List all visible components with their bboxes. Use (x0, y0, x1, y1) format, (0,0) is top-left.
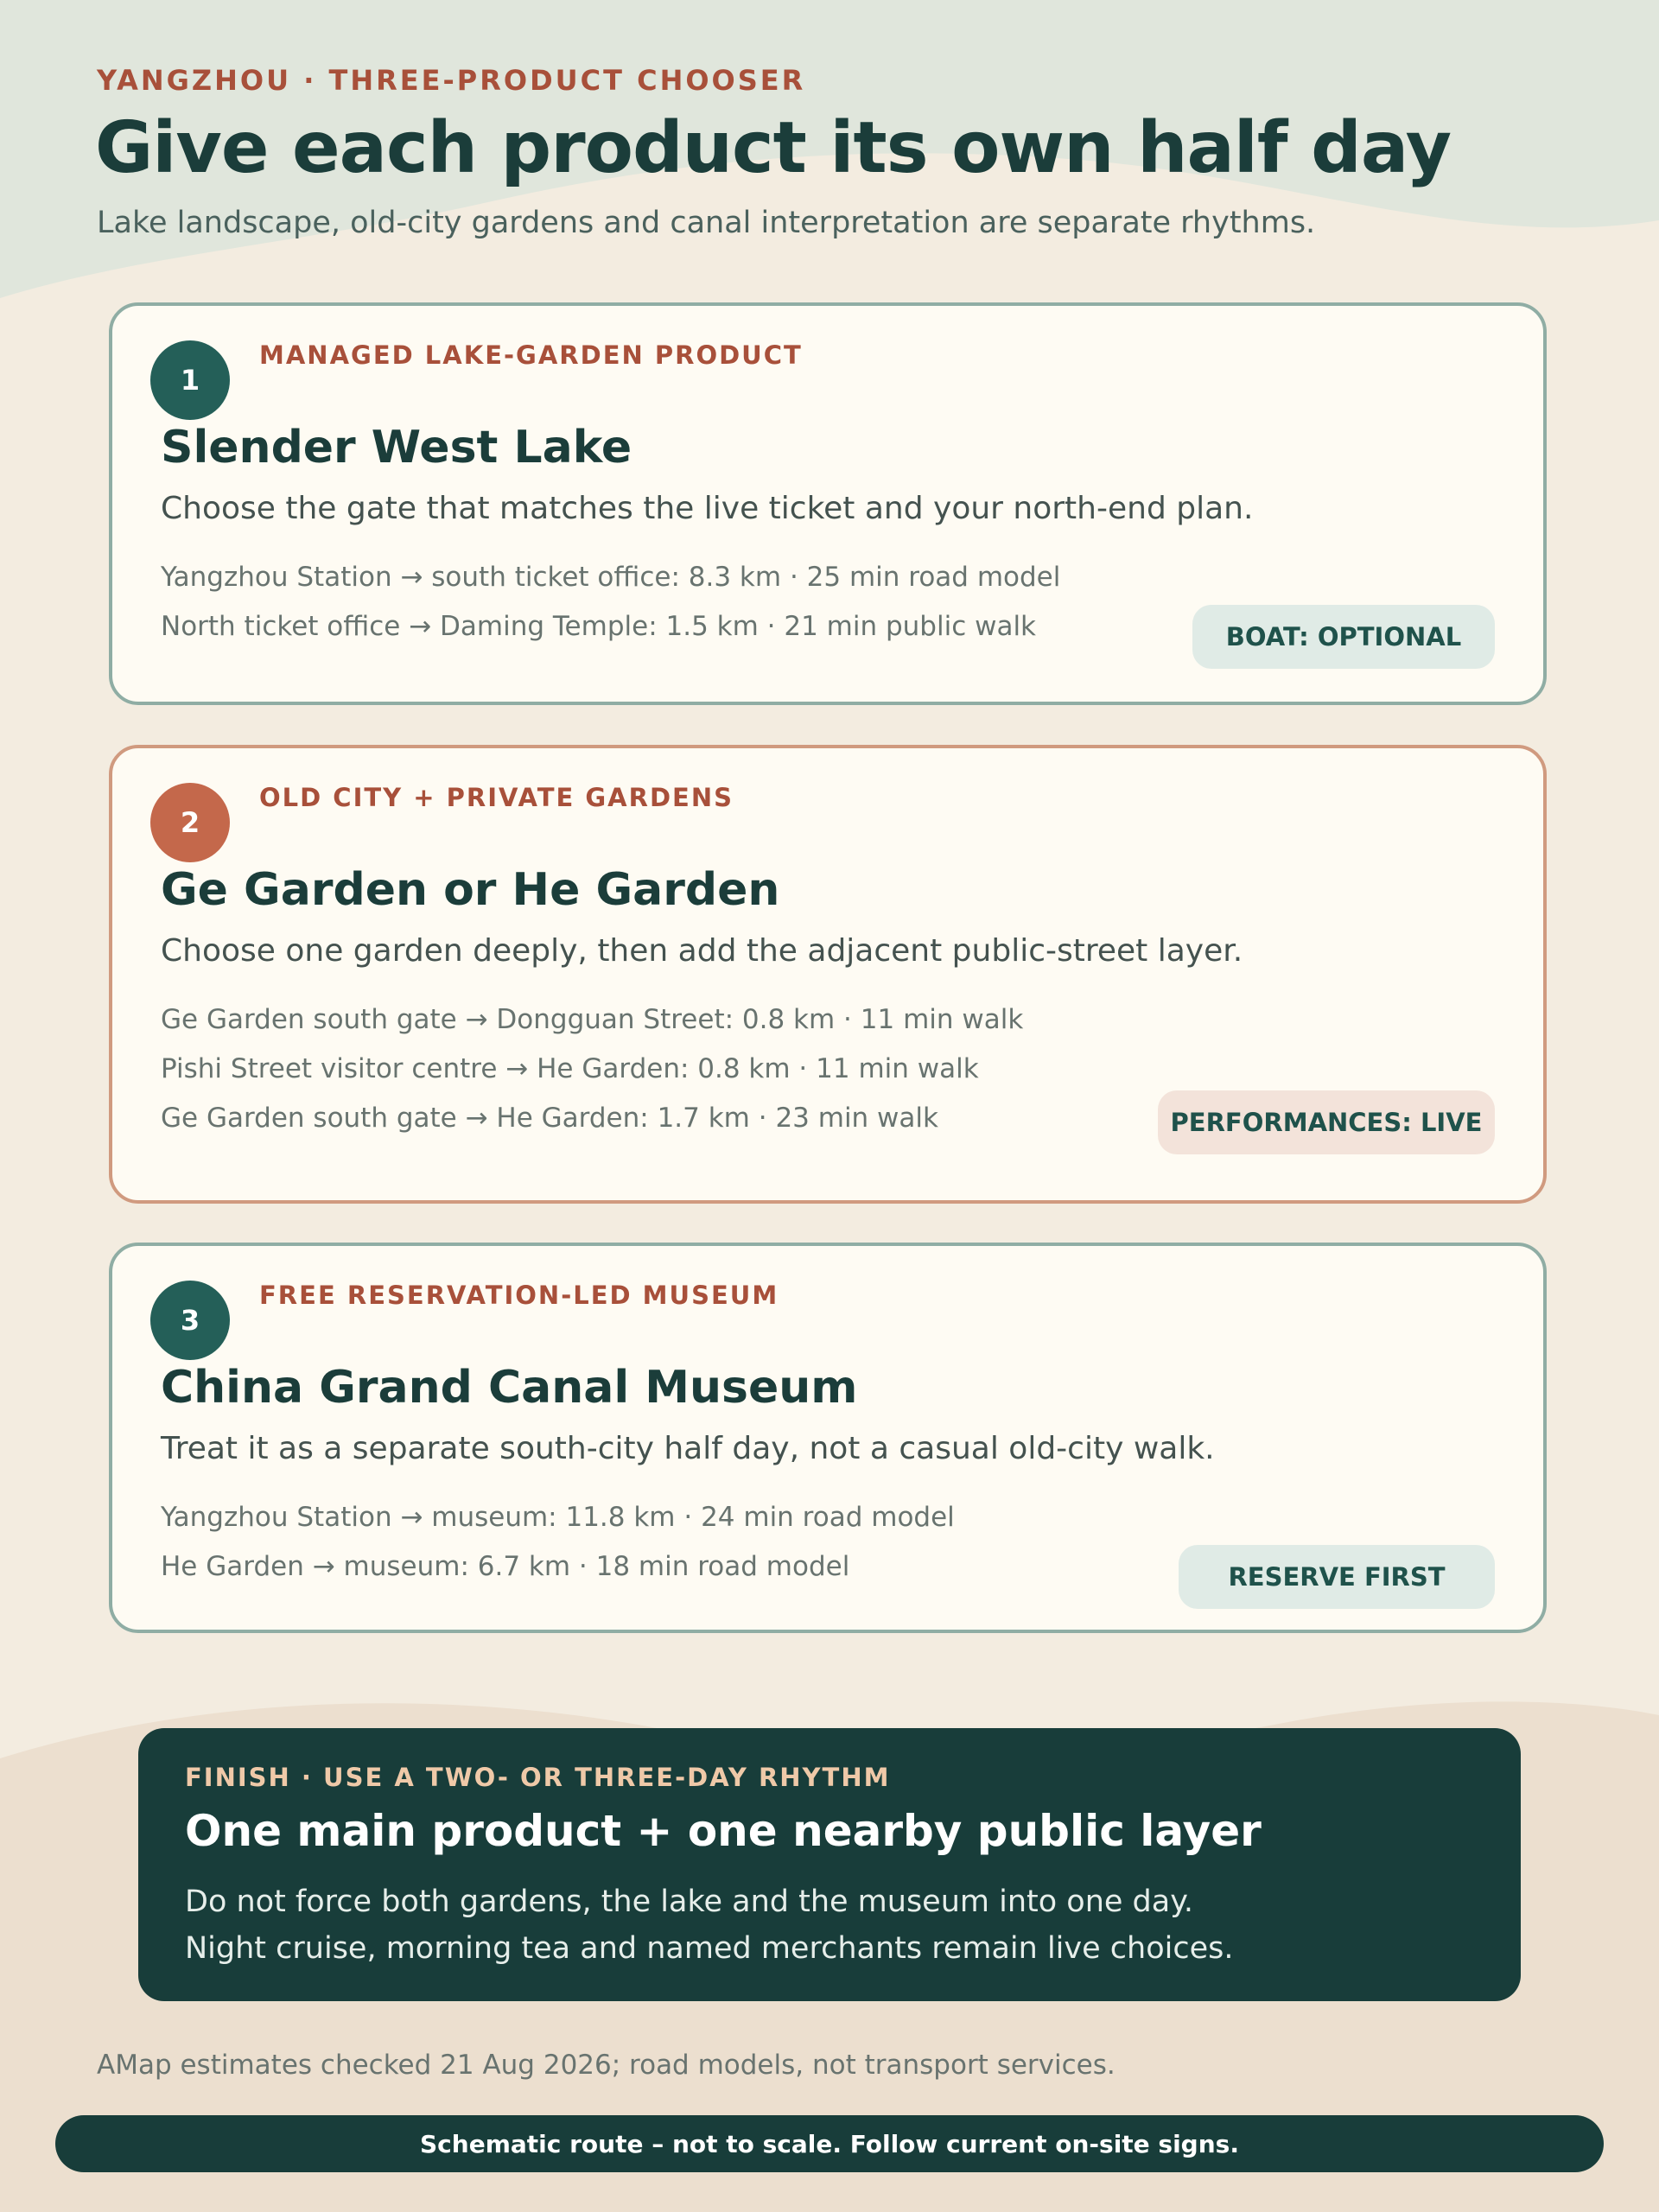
step-number-badge: 2 (150, 783, 230, 862)
status-badge-boat: BOAT: OPTIONAL (1192, 605, 1495, 669)
finish-line: Night cruise, morning tea and named merchants remain live choices. (185, 1931, 1234, 1966)
product-card-slender-west-lake (109, 302, 1547, 705)
finish-text (185, 1878, 1233, 1972)
status-badge-reserve: RESERVE FIRST (1179, 1545, 1495, 1609)
card-description: Choose one garden deeply, then add the adjacent public-street layer. (161, 933, 1243, 969)
source-footnote: AMap estimates checked 21 Aug 2026; road models, not transport services. (97, 2050, 1116, 2081)
route-item: Yangzhou Station → south ticket office: 8.3 km · 25 min road model (161, 562, 1061, 593)
finish-title: One main product + one nearby public layer (185, 1806, 1262, 1856)
product-card-canal-museum (109, 1243, 1547, 1633)
route-item: Yangzhou Station → museum: 11.8 km · 24 min road model (161, 1502, 955, 1533)
finish-line: Do not force both gardens, the lake and the museum into one day. (185, 1885, 1194, 1919)
finish-panel (138, 1728, 1521, 2001)
card-description: Choose the gate that matches the live ticket and your north-end plan. (161, 491, 1254, 526)
step-number-badge: 1 (150, 340, 230, 420)
finish-kicker: FINISH · USE A TWO- OR THREE-DAY RHYTHM (185, 1763, 891, 1792)
route-item: North ticket office → Daming Temple: 1.5 km · 21 min public walk (161, 611, 1037, 642)
status-badge-performances: PERFORMANCES: LIVE (1158, 1090, 1495, 1154)
route-item: He Garden → museum: 6.7 km · 18 min road model (161, 1551, 850, 1582)
route-item: Ge Garden south gate → Dongguan Street: 0.8 km · 11 min walk (161, 1004, 1024, 1035)
route-item: Ge Garden south gate → He Garden: 1.7 km · 23 min walk (161, 1103, 938, 1134)
route-list (161, 1493, 955, 1592)
card-title: China Grand Canal Museum (161, 1362, 858, 1414)
product-card-gardens (109, 745, 1547, 1204)
card-kicker: OLD CITY + PRIVATE GARDENS (259, 783, 734, 812)
card-description: Treat it as a separate south-city half day, not a casual old-city walk. (161, 1431, 1215, 1466)
card-kicker: FREE RESERVATION-LED MUSEUM (259, 1281, 779, 1310)
page-subtitle: Lake landscape, old-city gardens and canal interpretation are separate rhythms. (97, 206, 1316, 240)
card-kicker: MANAGED LAKE-GARDEN PRODUCT (259, 340, 803, 370)
header-eyebrow: YANGZHOU · THREE-PRODUCT CHOOSER (97, 64, 806, 97)
route-item: Pishi Street visitor centre → He Garden: 0.8 km · 11 min walk (161, 1053, 979, 1084)
step-number-badge: 3 (150, 1281, 230, 1360)
card-title: Slender West Lake (161, 422, 632, 474)
page-title: Give each product its own half day (95, 107, 1452, 189)
route-list (161, 995, 1023, 1143)
route-list (161, 553, 1060, 652)
card-title: Ge Garden or He Garden (161, 864, 780, 916)
disclaimer-bar: Schematic route – not to scale. Follow current on-site signs. (55, 2115, 1604, 2172)
